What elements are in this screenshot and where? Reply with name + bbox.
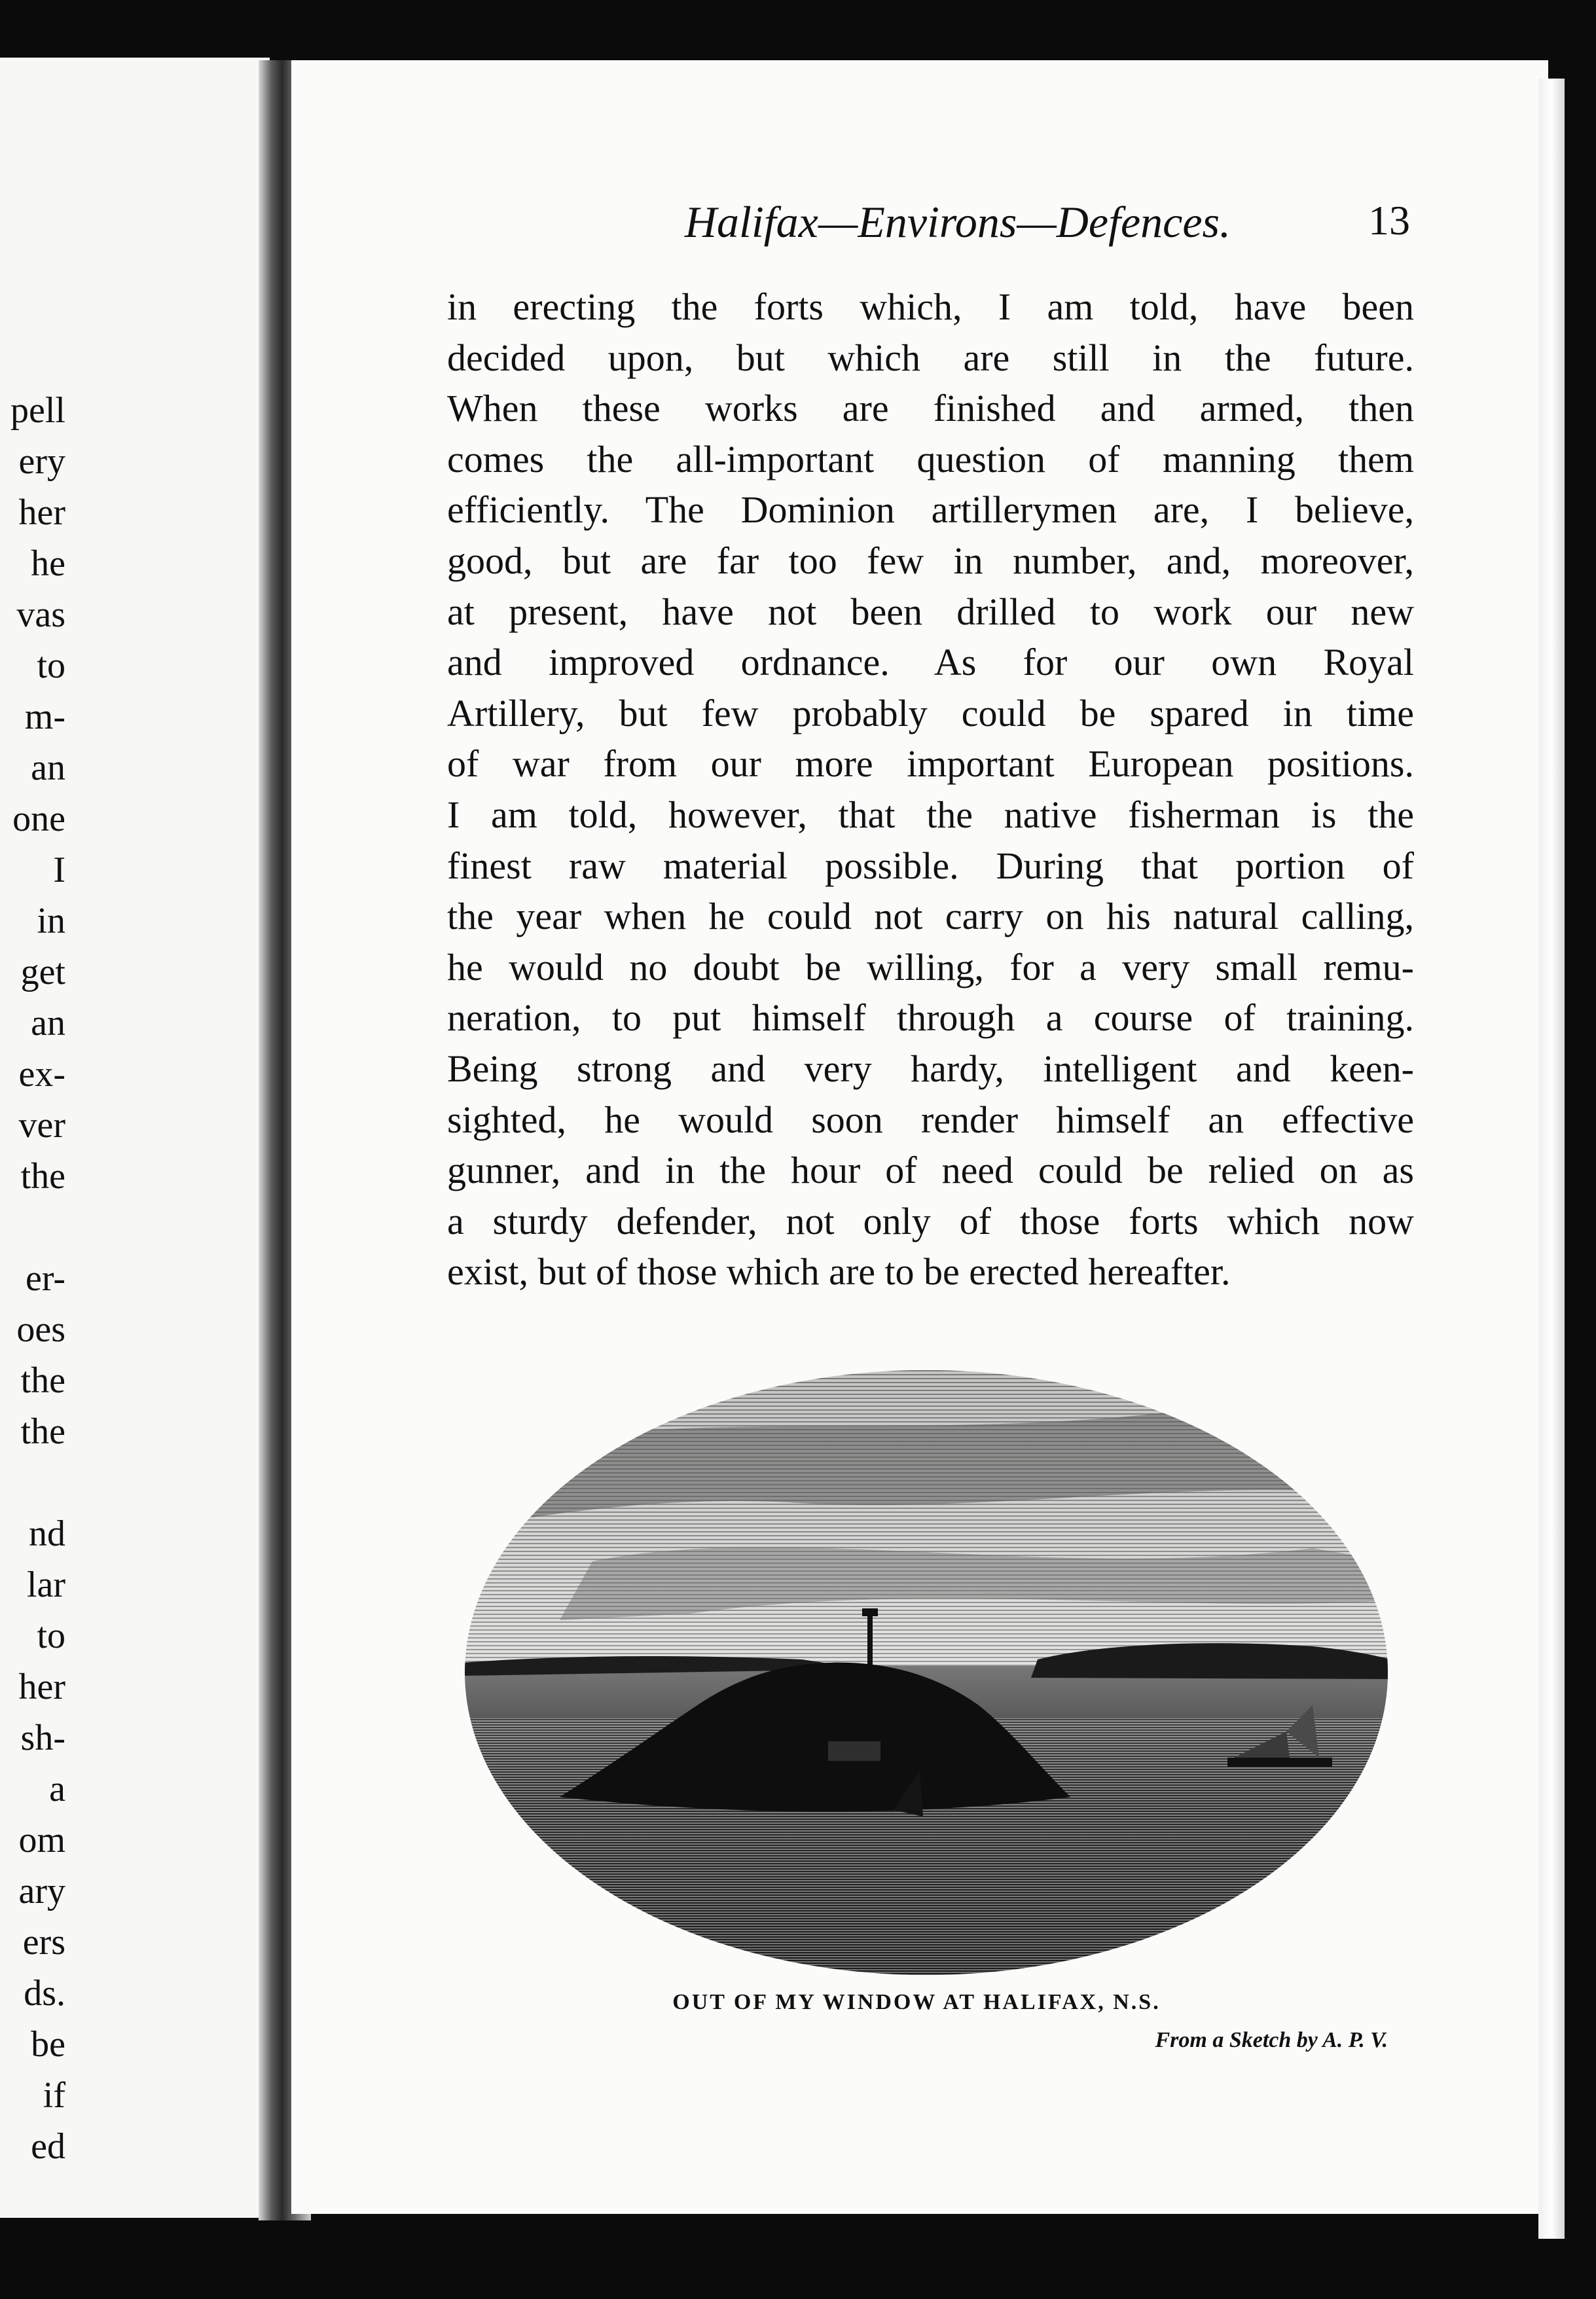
body-text [447,281,1414,1297]
left-page-fragment: her [18,492,65,533]
left-page-fragment: an [31,748,65,788]
body-line: decided upon, but which are still in the future. [447,336,1414,379]
body-line: comes the all-important question of manning them [447,437,1414,480]
body-line: a sturdy defender, not only of those forts which now [447,1199,1414,1242]
left-page-fragment: get [20,952,65,992]
body-line: Being strong and very hardy, intelligent and keen- [447,1047,1414,1090]
body-line: efficiently. The Dominion artillerymen are, I believe, [447,488,1414,532]
illustration-credit: From a Sketch by A. P. V. [1155,2028,1388,2052]
illustration-caption: OUT OF MY WINDOW AT HALIFAX, N.S. [672,1990,1161,2014]
left-page-fragment [0,1202,65,1253]
body-line: in erecting the forts which, I am told, have been [447,285,1414,328]
body-line: he would no doubt be willing, for a very small remu- [447,945,1414,988]
left-page-fragment: if [43,2075,65,2116]
left-page-fragment: the [20,1360,65,1401]
body-line: and improved ordnance. As for our own Royal [447,641,1414,684]
body-line: good, but are far too few in number, and, moreover, [447,539,1414,582]
body-line: sighted, he would soon render himself an effective [447,1098,1414,1141]
left-page-fragment: pell [10,390,65,431]
body-line: When these works are finished and armed, then [447,387,1414,430]
left-page-fragment: ex- [18,1054,65,1095]
body-line: of war from our more important European positions. [447,742,1414,786]
left-page-fragment: he [31,543,65,584]
left-page-fragment [0,1457,65,1508]
body-line: gunner, and in the hour of need could be relied on as [447,1149,1414,1192]
left-page-fragment: to [37,645,65,686]
left-page-fragment: ver [18,1105,65,1146]
body-line: finest raw material possible. During that portion of [447,844,1414,887]
running-header: Halifax—Environs—Defences. [684,197,1231,247]
engraving-halifax-harbour [462,1365,1391,1977]
left-page-fragment: om [18,1820,65,1860]
left-page-fragment: ed [31,2126,65,2167]
left-page-fragment: the [20,1411,65,1452]
left-page-fragment: her [18,1667,65,1707]
page-number: 13 [1368,197,1410,244]
left-page-fragment: lar [26,1565,65,1605]
body-line: Artillery, but few probably could be spared in time [447,691,1414,734]
left-page-fragment: vas [16,594,65,635]
body-line: neration, to put himself through a course of training. [447,996,1414,1040]
left-page-fragment: ers [22,1922,65,1963]
left-page-fragment: I [53,850,65,890]
left-page-fragment: a [49,1769,65,1809]
left-page-fragment: ery [18,441,65,482]
left-page-fragment: an [31,1003,65,1043]
left-page-fragment: in [37,901,65,941]
left-page-fragment: er- [25,1258,65,1299]
left-page-fragment: the [20,1156,65,1197]
body-line: at present, have not been drilled to work our new [447,590,1414,633]
body-line: I am told, however, that the native fisherman is the [447,793,1414,836]
body-line: the year when he could not carry on his natural calling, [447,895,1414,938]
left-page [0,58,270,2218]
left-page-fragment: to [37,1616,65,1656]
page-edge [1538,79,1565,2239]
left-page-fragment: sh- [20,1718,65,1758]
left-page-fragment: nd [29,1513,65,1554]
left-page-fragment: be [31,2024,65,2065]
body-line: exist, but of those which are to be erected hereafter. [447,1250,1231,1294]
left-page-text-fragments [0,385,65,2172]
left-page-fragment: ds. [24,1973,65,2014]
left-page-fragment: one [12,799,65,839]
left-page-fragment: ary [18,1871,65,1911]
left-page-fragment: oes [16,1309,65,1350]
left-page-fragment: m- [24,697,65,737]
